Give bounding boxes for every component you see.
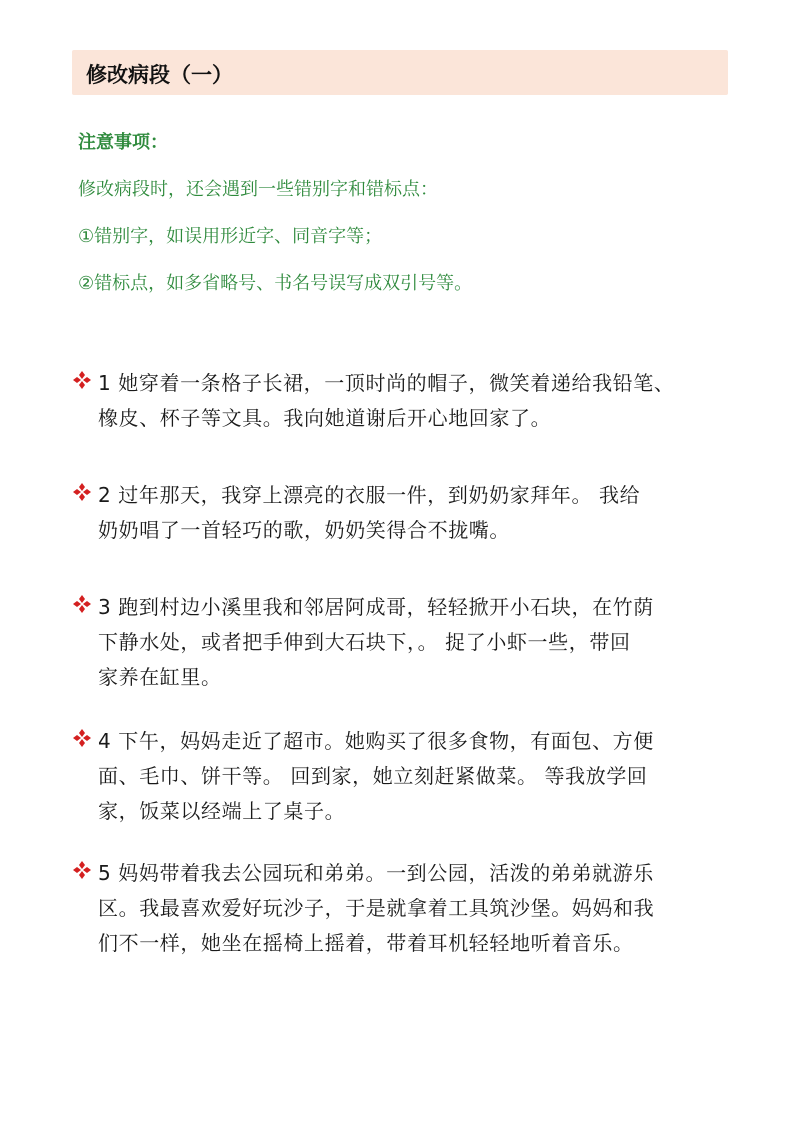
four-diamond-bullet-icon [72, 728, 92, 748]
exercise-line: 区。我最喜欢爱好玩沙子，于是就拿着工具筑沙堡。妈妈和我 [98, 896, 655, 920]
exercise-line: 家养在缸里。 [98, 665, 222, 689]
exercise-line: 5 妈妈带着我去公园玩和弟弟。一到公园，活泼的弟弟就游乐 [98, 861, 654, 885]
exercise-line: 4 下午，妈妈走近了超市。她购买了很多食物，有面包、方便 [98, 729, 654, 753]
exercise-text [98, 478, 734, 548]
exercise-line: 们不一样，她坐在摇椅上摇着，带着耳机轻轻地听着音乐。 [98, 931, 634, 955]
section-title-bar [72, 50, 728, 95]
notes-line: 修改病段时，还会遇到一些错别字和错标点： [78, 179, 438, 200]
exercise-line: 橡皮、杯子等文具。我向她道谢后开心地回家了。 [98, 406, 552, 430]
notes-line: ①错别字，如误用形近字、同音字等； [78, 226, 383, 247]
notes-line: ②错标点，如多省略号、书名号误写成双引号等。 [78, 273, 473, 294]
four-diamond-bullet-icon [72, 482, 92, 502]
exercise-line: 2 过年那天，我穿上漂亮的衣服一件，到奶奶家拜年。 我给 [98, 483, 641, 507]
four-diamond-bullet-icon [72, 594, 92, 614]
exercise-text [98, 366, 734, 436]
exercise-line: 3 跑到村边小溪里我和邻居阿成哥，轻轻掀开小石块，在竹荫 [98, 595, 654, 619]
exercise-text [98, 856, 734, 961]
four-diamond-bullet-icon [72, 370, 92, 390]
four-diamond-bullet-icon [72, 860, 92, 880]
exercise-line: 下静水处，或者把手伸到大石块下，。 捉了小虾一些，带回 [98, 630, 631, 654]
exercise-line: 面、毛巾、饼干等。 回到家，她立刻赶紧做菜。 等我放学回 [98, 764, 648, 788]
exercise-line: 1 她穿着一条格子长裙，一顶时尚的帽子，微笑着递给我铅笔、 [98, 371, 675, 395]
exercise-text [98, 590, 734, 695]
page-title: 修改病段（一） [86, 63, 233, 87]
notes-box [78, 128, 718, 316]
notes-heading: 注意事项： [78, 132, 168, 153]
exercise-line: 奶奶唱了一首轻巧的歌，奶奶笑得合不拢嘴。 [98, 518, 510, 542]
exercise-text [98, 724, 734, 829]
exercise-line: 家，饭菜以经端上了桌子。 [98, 799, 346, 823]
